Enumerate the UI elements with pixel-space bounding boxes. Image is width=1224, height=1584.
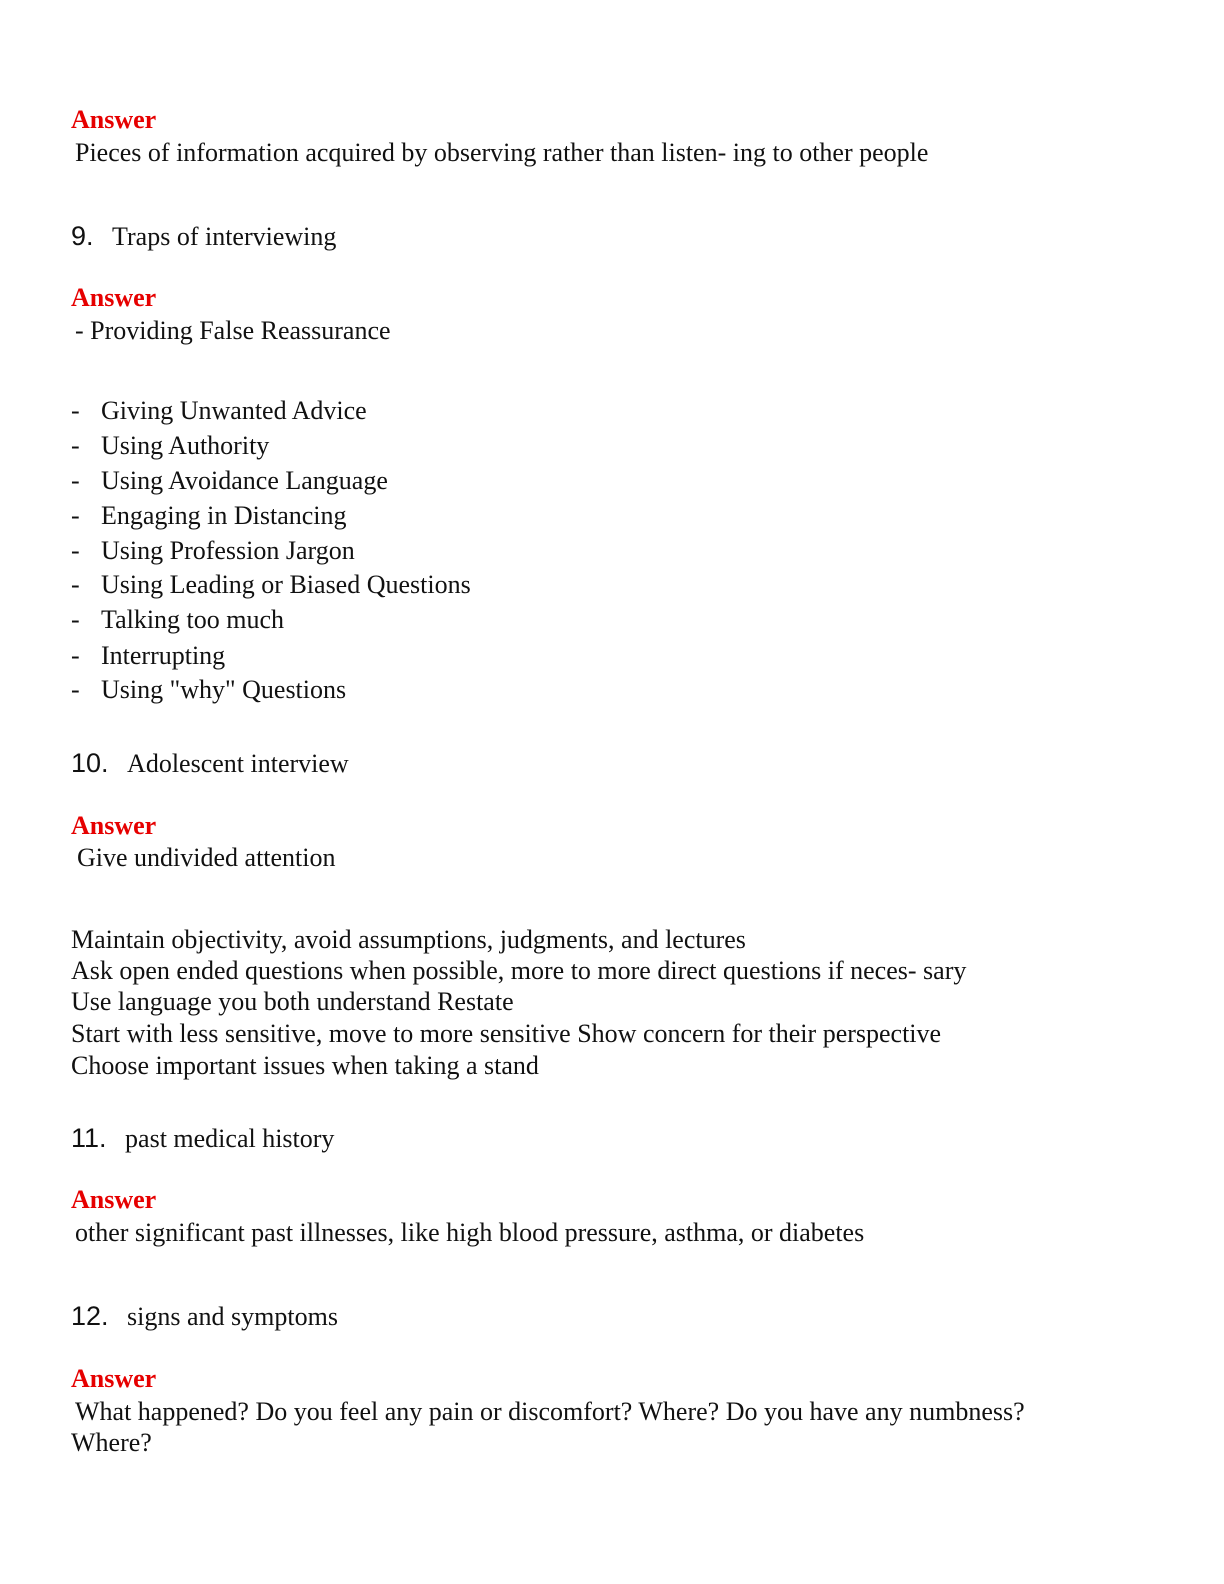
answer-line: Choose important issues when taking a stand [71, 1051, 539, 1080]
question-9 [71, 221, 336, 252]
bullet-dash: - [71, 570, 80, 599]
question-number: 9. [71, 221, 94, 251]
question-number: 10. [71, 748, 109, 778]
list-item-text: Engaging in Distancing [101, 501, 347, 530]
list-item-text: Using Leading or Biased Questions [101, 570, 471, 599]
list-item-text: Giving Unwanted Advice [101, 396, 367, 425]
list-item-text: Using Authority [101, 431, 270, 460]
question-title: signs and symptoms [127, 1302, 338, 1331]
answer-text: - Providing False Reassurance [75, 316, 391, 345]
answer-text-continued: Where? [71, 1428, 152, 1457]
bullet-dash: - [71, 675, 80, 704]
answer-label: Answer [71, 1364, 157, 1393]
question-10 [71, 748, 349, 779]
bullet-dash: - [71, 396, 80, 425]
bullet-dash: - [71, 641, 80, 670]
question-number: 12. [71, 1301, 109, 1331]
answer-label: Answer [71, 1185, 157, 1214]
list-item-text: Using "why" Questions [101, 675, 347, 704]
bullet-dash: - [71, 501, 80, 530]
answer-line: Use language you both understand Restate [71, 987, 514, 1016]
question-title: past medical history [125, 1124, 335, 1153]
bullet-dash: - [71, 605, 80, 634]
answer-text: Pieces of information acquired by observing rather than listen- ing to other people [75, 138, 929, 167]
answer-line: Ask open ended questions when possible, more to more direct questions if neces- sary [71, 956, 967, 985]
answer-label: Answer [71, 283, 157, 312]
answer-label: Answer [71, 811, 157, 840]
question-12 [71, 1301, 338, 1332]
list-item-text: Talking too much [101, 605, 285, 634]
question-title: Traps of interviewing [112, 222, 337, 251]
question-11 [71, 1123, 334, 1154]
answer-label: Answer [71, 105, 157, 134]
list-item-text: Using Avoidance Language [101, 466, 388, 495]
answer-text: Give undivided attention [77, 843, 336, 872]
bullet-dash: - [71, 431, 80, 460]
answer-line: Start with less sensitive, move to more sensitive Show concern for their perspective [71, 1019, 942, 1048]
list-item-text: Using Profession Jargon [101, 536, 355, 565]
answer-text: other significant past illnesses, like high blood pressure, asthma, or diabetes [75, 1218, 865, 1247]
answer-line: Maintain objectivity, avoid assumptions, judgments, and lectures [71, 925, 746, 954]
question-title: Adolescent interview [127, 749, 349, 778]
bullet-dash: - [71, 536, 80, 565]
list-item-text: Interrupting [101, 641, 226, 670]
answer-text: What happened? Do you feel any pain or discomfort? Where? Do you have any numbness? [75, 1397, 1025, 1426]
bullet-dash: - [71, 466, 80, 495]
question-number: 11. [71, 1123, 107, 1153]
